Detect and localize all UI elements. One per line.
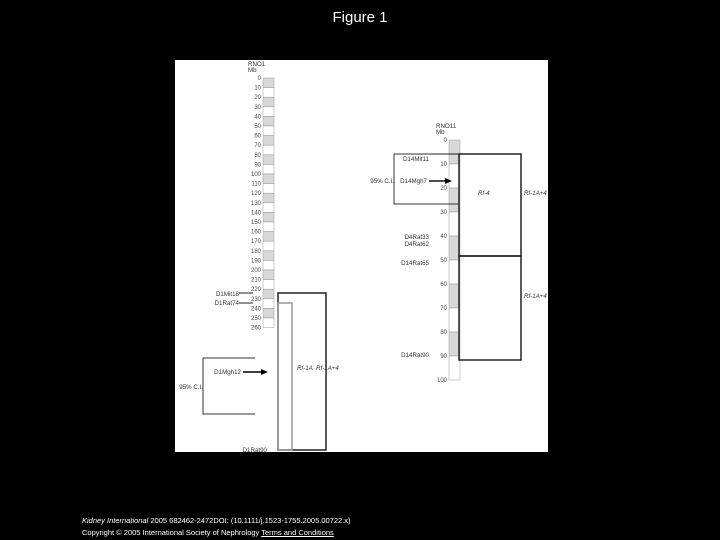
right-tick-label: 70 [440,306,447,312]
right-qtl-box-rf1a4 [459,256,521,360]
left-tick-label: 210 [250,277,261,284]
right-tick-label: 20 [440,186,447,192]
chromosome-diagram [175,60,548,452]
left-band [263,251,274,261]
right-tick-label: 30 [440,210,447,216]
right-qtl-box-rf4 [459,154,521,256]
left-band [263,78,274,88]
left-band [263,270,274,280]
left-tick-label: 250 [250,316,261,322]
left-tick-label: 150 [250,220,261,226]
right-chromosome-unit: Mb [436,129,445,136]
left-marker-d1rat90: D1Rat90 [242,447,267,452]
left-marker-d1mit18: D1Mit18 [215,291,239,298]
right-tick-label: 60 [440,282,447,288]
left-region-label-rf1a4: Rf-1A+4 [316,365,339,372]
left-tick-label: 20 [254,95,261,102]
right-tick-label: 50 [440,258,447,264]
right-marker-d14rat65: D14Rat65 [401,260,429,267]
left-tick-label: 100 [250,172,261,178]
left-qtl-box-rf1a [278,303,292,450]
left-tick-label: 60 [254,133,261,140]
left-band [263,308,274,318]
right-region-label-rf4: Rf-4 [478,190,490,197]
copyright-line [82,527,351,539]
left-marker-arrow-head [261,369,268,375]
right-marker-d4rat62: D4Rat62 [404,241,429,248]
right-marker-d14mit11: D14Mit11 [402,156,429,163]
left-chromosome-unit: Mb [248,67,257,74]
right-tick-label: 40 [440,234,447,240]
left-band [263,318,274,328]
left-band [263,280,274,290]
right-tick-label: 80 [440,330,447,336]
left-marker-d1mgh12: D1Mgh12 [214,369,241,376]
left-tick-label: 200 [250,268,261,274]
left-tick-label: 130 [250,200,261,207]
left-tick-label: 220 [250,287,261,294]
left-tick-label: 110 [251,181,261,188]
left-tick-label: 30 [254,104,261,111]
left-tick-label: 50 [254,124,261,130]
left-tick-label: 260 [250,325,261,332]
figure-title: Figure 1 [332,9,388,26]
copyright-text: Copyright © 2005 International Society of Nephrology [82,528,262,537]
left-ci-label: 95% C.I. [179,384,203,391]
left-band [263,164,274,174]
right-tick-label: 90 [440,354,447,360]
right-tick-label: 0 [443,138,447,144]
left-band [263,116,274,126]
left-chromosome-bands [263,78,274,328]
left-band [263,136,274,146]
right-chromosome-ticks [437,138,448,384]
left-tick-label: 140 [250,210,261,217]
right-marker-d4rat33: D4Rat33 [404,234,429,241]
left-band [263,260,274,270]
left-tick-label: 0 [257,76,261,82]
right-marker-d14rat90: D14Rat90 [401,352,429,359]
left-band [263,145,274,155]
left-tick-label: 240 [250,306,261,313]
left-tick-label: 190 [250,258,261,265]
left-band [263,107,274,117]
right-ci-label: 95% C.I. [370,178,394,185]
left-band [263,88,274,98]
left-band [263,126,274,136]
left-band [263,97,274,107]
figure-caption [82,515,351,539]
left-region-label-rf1a: Rf-1A [297,365,313,372]
left-tick-label: 180 [250,248,261,255]
left-tick-label: 10 [254,85,261,92]
right-marker-d14mgh7: D14Mgh7 [400,178,427,185]
journal-name: Kidney International [82,516,149,525]
citation-line [82,515,351,527]
left-tick-label: 160 [250,229,261,236]
terms-link[interactable]: Terms and Conditions [261,528,334,537]
left-band [263,289,274,299]
left-band [263,232,274,242]
right-chromosome-name: RNO11 [436,123,457,130]
citation-text: 2005 682462-2472DOI: (10.1111/j.1523-1755.2005.00722.x) [148,516,351,525]
right-region-label-rf1a4-upper: Rf-1A+4 [524,190,547,197]
left-band [263,155,274,165]
left-tick-label: 40 [254,114,261,121]
left-tick-label: 80 [254,152,261,159]
left-band [263,203,274,213]
left-band [263,222,274,232]
left-band [263,212,274,222]
figure-panel [175,60,548,452]
left-band [263,184,274,194]
right-tick-label: 100 [436,378,447,384]
left-tick-label: 170 [250,239,261,246]
left-band [263,241,274,251]
left-tick-label: 230 [250,296,261,303]
left-marker-d1rat74: D1Rat74 [214,300,239,307]
right-tick-label: 10 [440,162,447,168]
left-tick-label: 70 [254,143,261,150]
left-tick-label: 90 [254,162,261,169]
left-band [263,193,274,203]
left-band [263,174,274,184]
left-ci-bracket [203,358,255,414]
left-band [263,299,274,309]
left-chromosome-name: RNO1 [248,61,266,68]
left-tick-label: 120 [250,191,261,198]
right-region-label-rf1a4-lower: Rf-1A+4 [524,293,547,300]
